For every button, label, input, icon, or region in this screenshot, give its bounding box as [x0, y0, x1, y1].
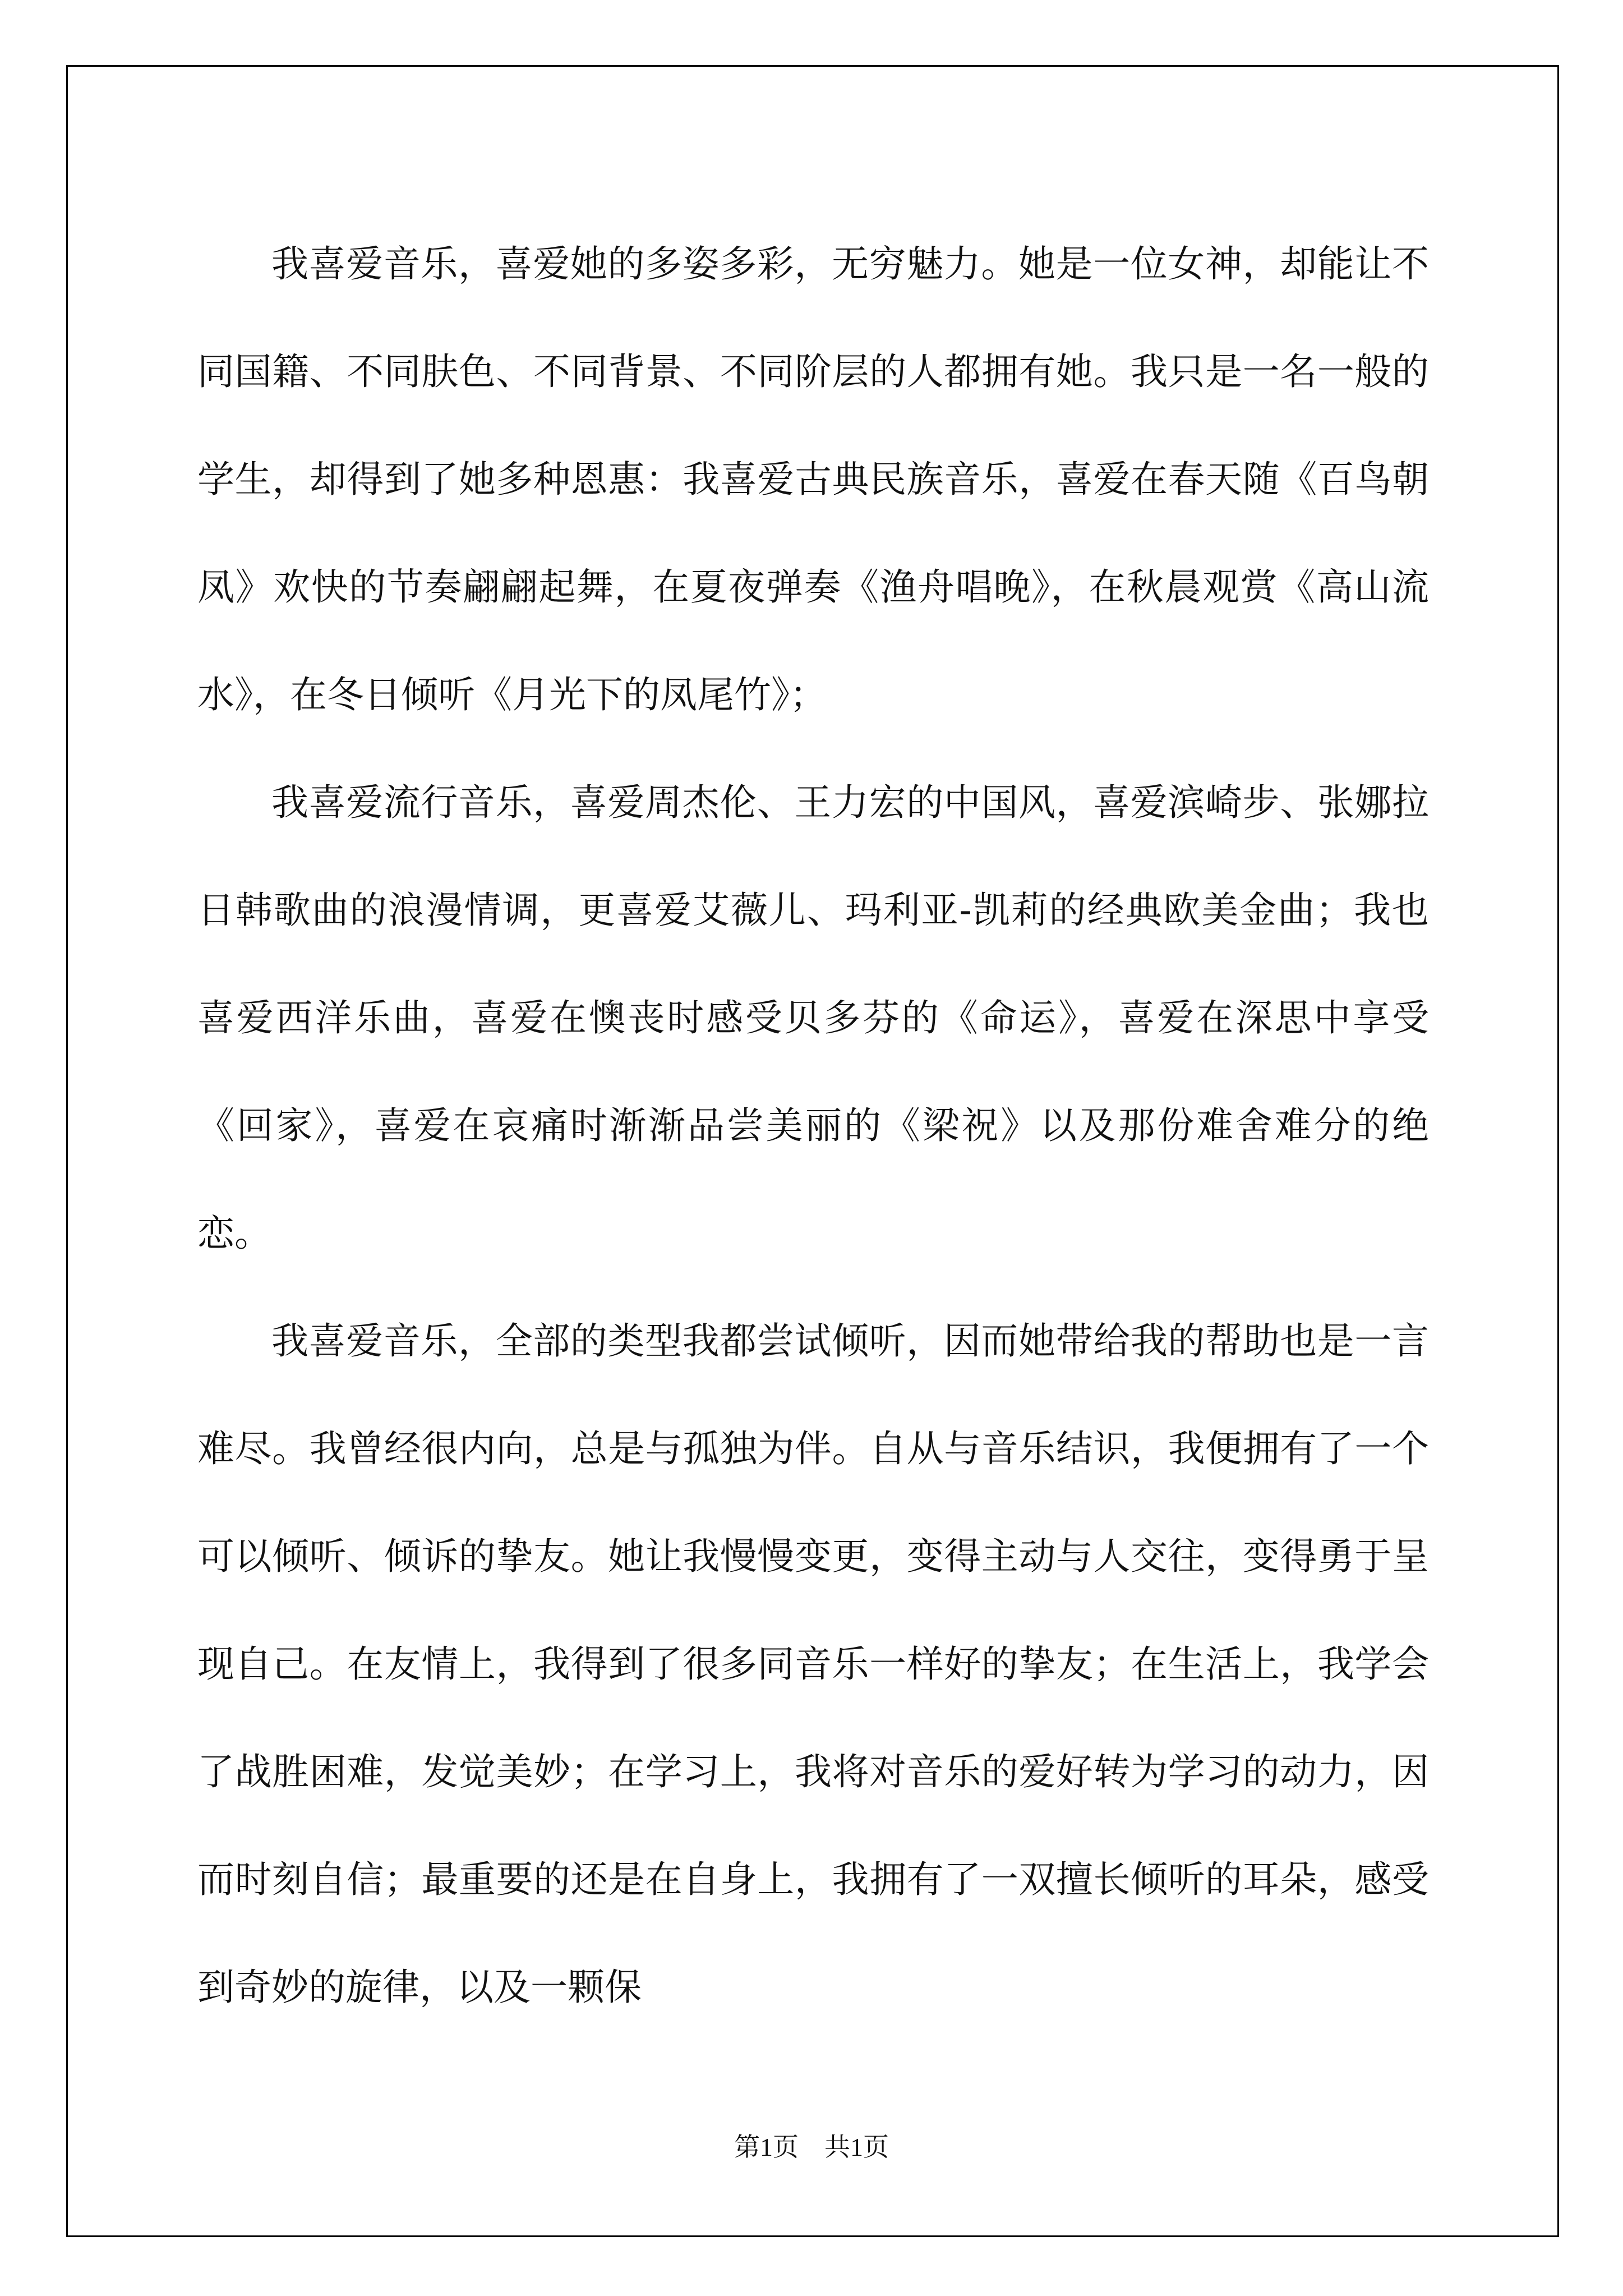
paragraph-3: 我喜爱音乐，全部的类型我都尝试倾听，因而她带给我的帮助也是一言难尽。我曾经很内向，总是与孤独为伴。自从与音乐结识，我便拥有了一个可以倾听、倾诉的挚友。她让我慢慢变更，变得主动与人交往，变得勇于呈现自己。在友情上，我得到了很多同音乐一样好的挚友；在生活上，我学会了战胜困难，发觉美妙；在学习上，我将对音乐的爱好转为学习的动力，因而时刻自信；最重要的还是在自身上，我拥有了一双擅长倾听的耳朵，感受到奇妙的旋律，以及一颗保 [197, 1319, 1429, 2009]
document-body [197, 210, 1429, 2041]
paragraph-1: 我喜爱音乐，喜爱她的多姿多彩，无穷魅力。她是一位女神，却能让不同国籍、不同肤色、不同背景、不同阶层的人都拥有她。我只是一名一般的学生，却得到了她多种恩惠：我喜爱古典民族音乐，喜爱在春天随《百鸟朝凤》欢快的节奏翩翩起舞，在夏夜弹奏《渔舟唱晚》，在秋晨观赏《高山流水》，在冬日倾听《月光下的凤尾竹》； [197, 242, 1429, 716]
page-footer: 第1页 共1页 [734, 2133, 889, 2161]
paragraph-2: 我喜爱流行音乐，喜爱周杰伦、王力宏的中国风，喜爱滨崎步、张娜拉日韩歌曲的浪漫情调，更喜爱艾薇儿、玛利亚-凯莉的经典欧美金曲；我也喜爱西洋乐曲，喜爱在懊丧时感受贝多芬的《命运》，喜爱在深思中享受《回家》，喜爱在哀痛时渐渐品尝美丽的《梁祝》以及那份难舍难分的绝恋。 [197, 781, 1429, 1255]
